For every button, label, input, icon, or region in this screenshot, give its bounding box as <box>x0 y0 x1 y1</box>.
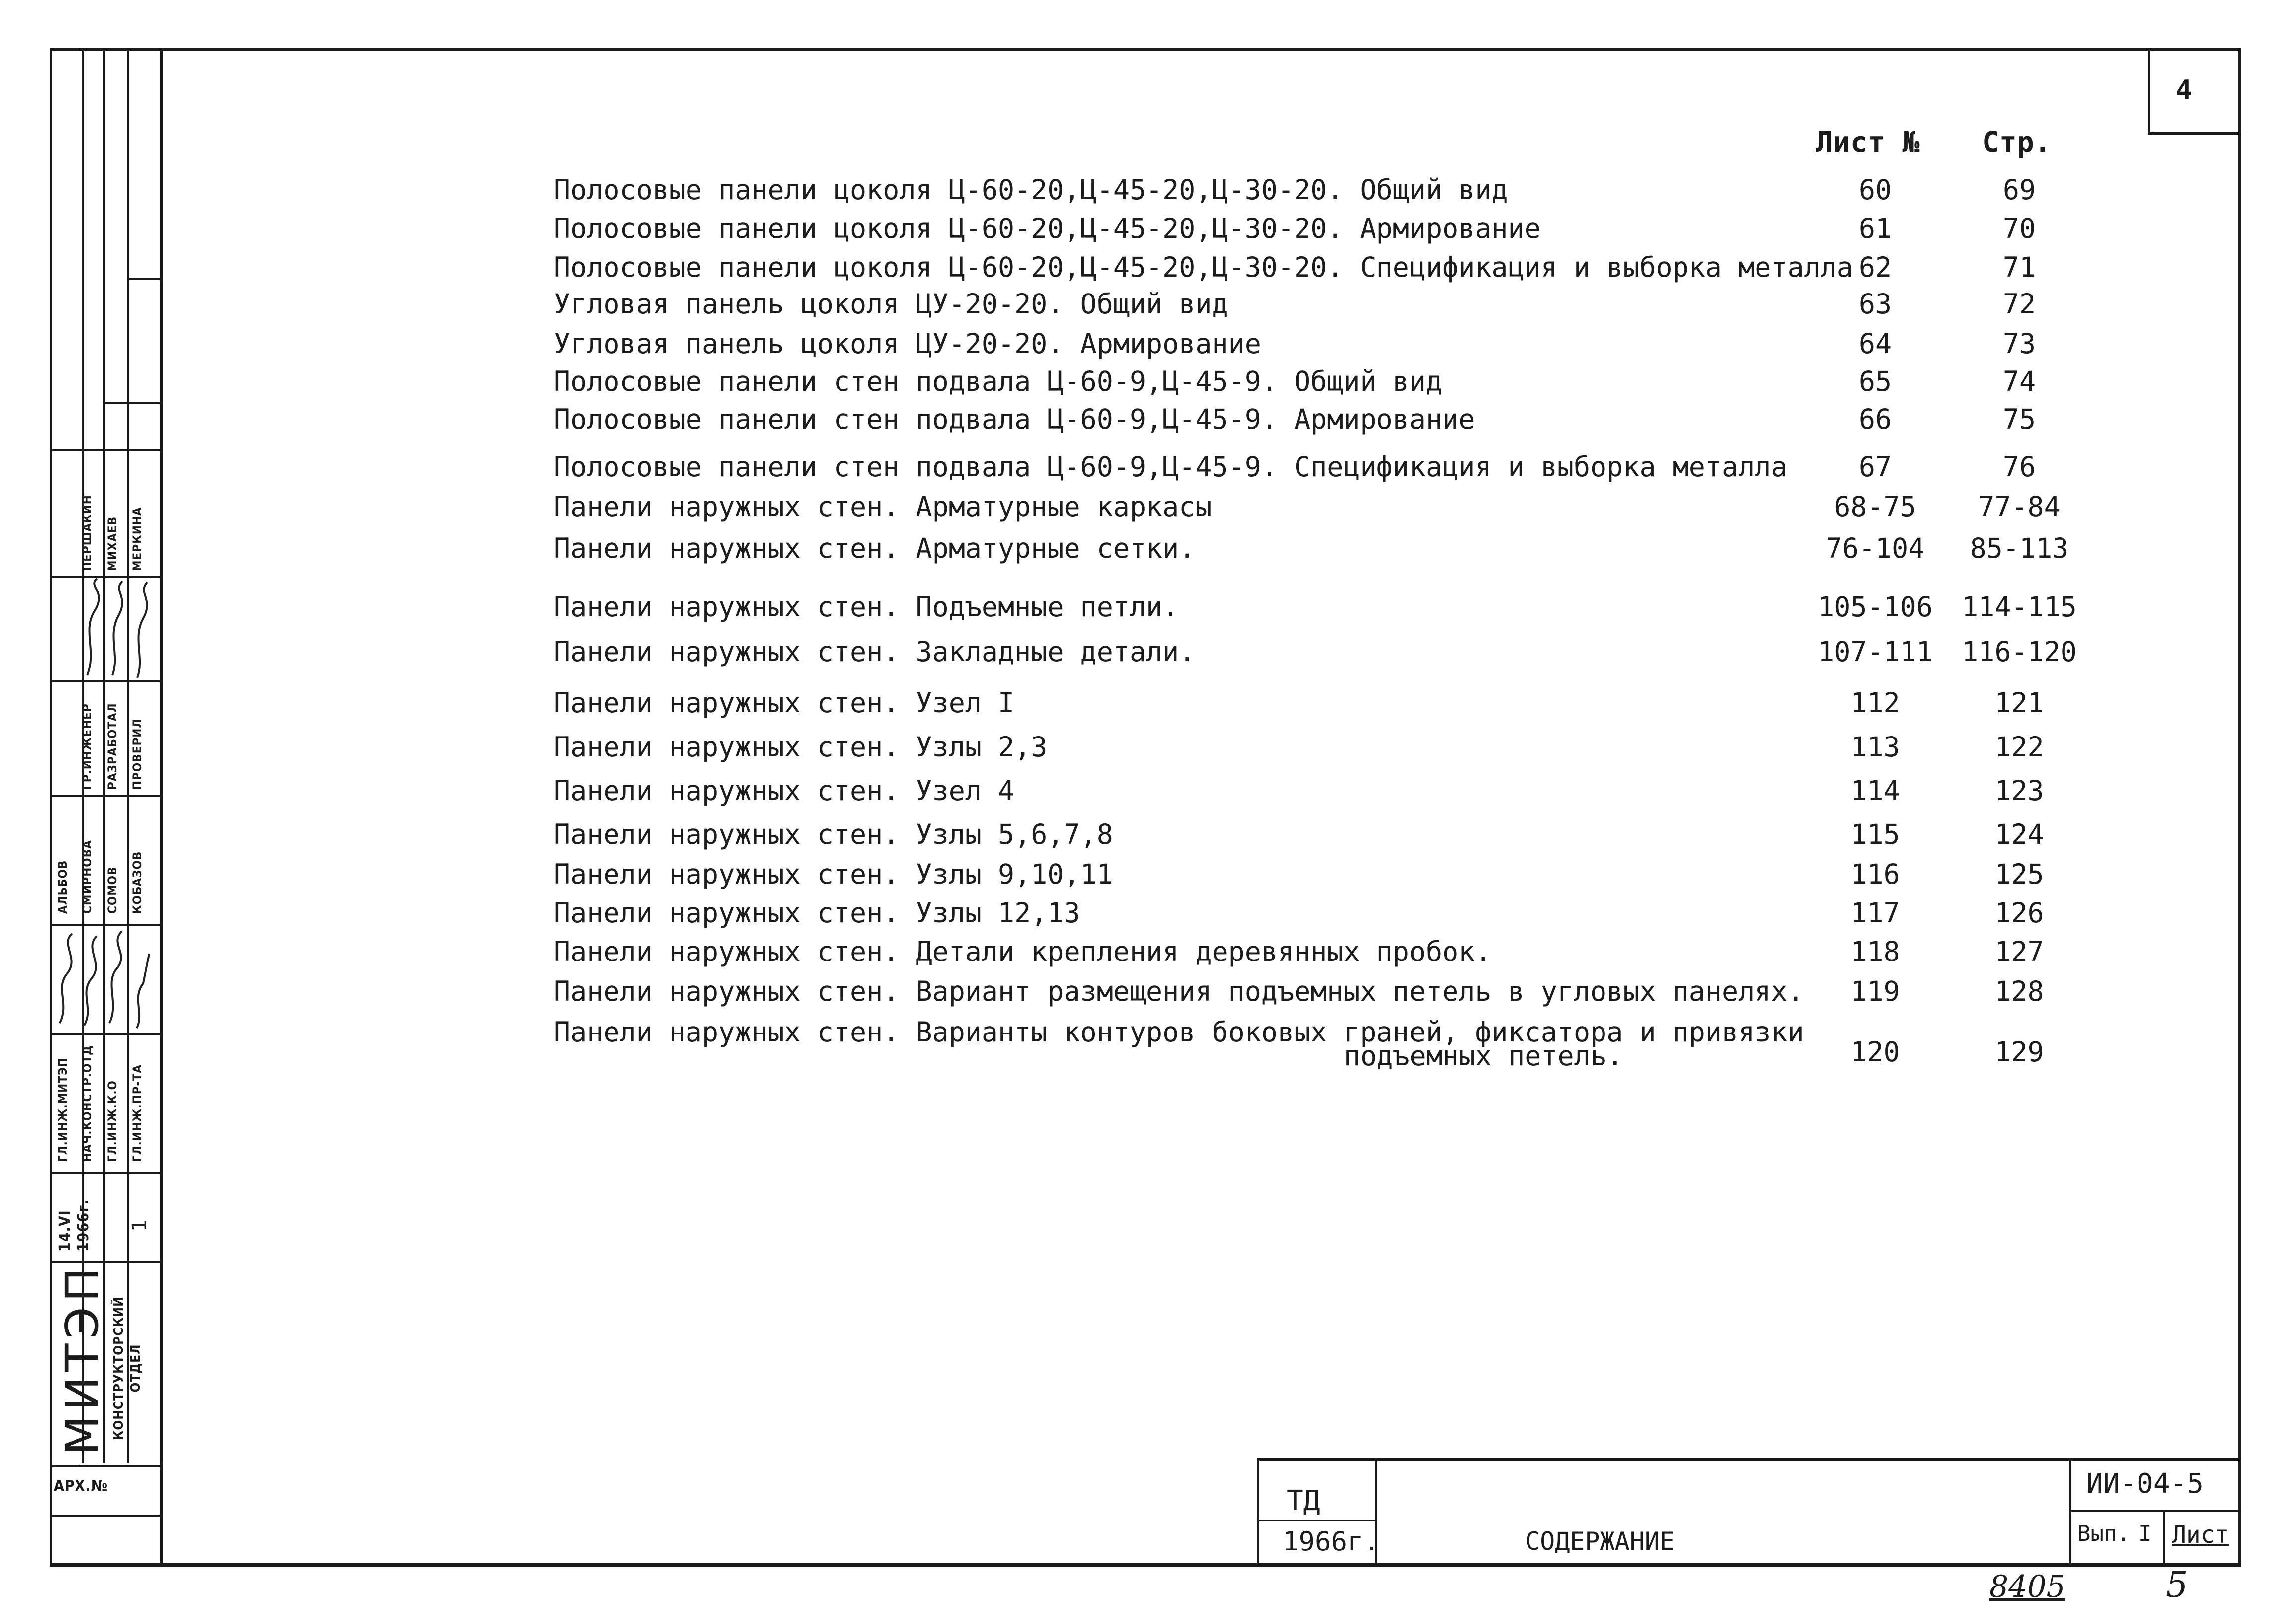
stamp-position-4: ГЛ.ИНЖ.ПР-ТА <box>130 1064 144 1162</box>
stamp-hline-6 <box>50 1033 160 1035</box>
row-page: 73 <box>2002 328 2036 360</box>
stamp-position-1: ГЛ.ИНЖ.МИТЭП <box>56 1057 70 1162</box>
row-title: Панели наружных стен. Вариант размещения подъемных петель в угловых панелях. <box>554 975 1804 1007</box>
stamp-position-2: НАЧ.КОНСТР.ОТД <box>80 1045 94 1162</box>
stamp-org: МИТЭП <box>56 1262 109 1455</box>
stamp-department: КОНСТРУКТОРСКИЙ ОТДЕЛ <box>111 1296 143 1440</box>
row-sheet: 112 <box>1850 687 1900 719</box>
row-sheet: 76-104 <box>1826 532 1925 564</box>
row-sheet: 66 <box>1858 403 1892 435</box>
row-page: 76 <box>2002 451 2036 483</box>
contents-row <box>554 775 2094 814</box>
row-sheet: 116 <box>1850 858 1900 890</box>
row-sheet: 65 <box>1858 366 1892 397</box>
contents-row <box>554 532 2094 572</box>
row-page: 71 <box>2002 251 2036 283</box>
stamp-name2-2: МИХАЕВ <box>105 516 119 571</box>
row-sheet: 118 <box>1850 936 1900 967</box>
contents-row <box>554 591 2094 631</box>
row-sheet: 67 <box>1858 451 1892 483</box>
frame-left-outer <box>50 48 52 1567</box>
contents-row <box>554 936 2094 975</box>
contents-row <box>554 491 2094 530</box>
row-page: 70 <box>2002 213 2036 244</box>
stamp-mark: 1 <box>128 1219 151 1232</box>
page-mark: 5 <box>2166 1564 2188 1605</box>
row-sheet: 63 <box>1858 288 1892 320</box>
tb-col-3 <box>2163 1510 2165 1567</box>
stamp-box-line-a <box>129 278 160 280</box>
row-page: 75 <box>2002 403 2036 435</box>
row-sheet: 115 <box>1850 818 1900 850</box>
stamp-hline-1 <box>50 449 160 451</box>
title-block-issue-label: Вып. <box>2077 1521 2130 1546</box>
tb-col-2 <box>2069 1458 2071 1567</box>
row-title: Панели наружных стен. Детали крепления деревянных пробок. <box>554 936 1492 967</box>
stamp-name-1: АЛЬБОВ <box>56 860 70 914</box>
contents-row <box>554 174 2094 214</box>
column-header-page: Стр. <box>1982 125 2052 159</box>
row-page: 129 <box>1994 1036 2044 1068</box>
row-title: Панели наружных стен. Узлы 5,6,7,8 <box>554 818 1113 850</box>
row-page: 126 <box>1994 897 2044 929</box>
contents-row <box>554 213 2094 252</box>
stamp-hline-10 <box>50 1515 160 1517</box>
tb-top <box>1257 1458 2241 1461</box>
row-title: Полосовые панели стен подвала Ц-60-9,Ц-45-9. Общий вид <box>554 366 1443 397</box>
row-title: Панели наружных стен. Узел I <box>554 687 1015 719</box>
column-header-sheet: Лист № <box>1816 125 1920 159</box>
contents-row <box>554 403 2094 443</box>
stamp-position-3: ГЛ.ИНЖ.К.О <box>105 1080 119 1162</box>
title-block-org: ТД <box>1287 1485 1320 1517</box>
title-block-sheet-label: Лист <box>2172 1521 2229 1549</box>
row-sheet: 107-111 <box>1818 636 1933 667</box>
contents-row <box>554 288 2094 328</box>
row-title: Панели наружных стен. Арматурные сетки. <box>554 532 1196 564</box>
row-title: Панели наружных стен. Подъемные петли. <box>554 591 1179 623</box>
row-page: 127 <box>1994 936 2044 967</box>
row-title: Панели наружных стен. Узлы 9,10,11 <box>554 858 1113 890</box>
stamp-name2-3: МЕРКИНА <box>130 507 144 571</box>
row-title: Панели наружных стен. Узел 4 <box>554 775 1015 807</box>
title-block-year: 1966г. <box>1283 1526 1380 1557</box>
row-sheet: 113 <box>1850 731 1900 763</box>
contents-row <box>554 328 2094 368</box>
row-page: 72 <box>2002 288 2036 320</box>
sheet-number: 4 <box>2176 74 2192 106</box>
contents-row <box>554 251 2094 291</box>
row-title: Полосовые панели цоколя Ц-60-20,Ц-45-20,Ц-30-20. Армирование <box>554 213 1541 244</box>
row-title: Полосовые панели цоколя Ц-60-20,Ц-45-20,Ц-30-20. Общий вид <box>554 174 1508 206</box>
stamp-hline-3 <box>50 680 160 682</box>
stamp-name-4: КОБАЗОВ <box>130 851 144 914</box>
row-page: 74 <box>2002 366 2036 397</box>
row-page: 128 <box>1994 975 2044 1007</box>
frame-top <box>50 48 2241 51</box>
contents-row <box>554 897 2094 937</box>
stamp-box-line-b <box>105 402 160 404</box>
row-page: 125 <box>1994 858 2044 890</box>
row-title: Панели наружных стен. Закладные детали. <box>554 636 1196 667</box>
row-page: 85-113 <box>1970 532 2069 564</box>
stamp-role-1: ГР.ИНЖЕНЕР <box>80 703 94 790</box>
sheet-box-left <box>2148 48 2150 135</box>
row-sheet: 68-75 <box>1834 491 1916 522</box>
tb-mid-line-left <box>1259 1520 1375 1521</box>
row-page: 122 <box>1994 731 2044 763</box>
row-title: Панели наружных стен. Варианты контуров боковых граней, фиксатора и привязки <box>554 1016 1804 1048</box>
title-block-code: ИИ-04-5 <box>2086 1468 2204 1500</box>
row-sheet: 105-106 <box>1818 591 1933 623</box>
row-page: 77-84 <box>1978 491 2061 522</box>
stamp-hline-4 <box>50 795 160 797</box>
row-sheet: 64 <box>1858 328 1892 360</box>
row-page: 121 <box>1994 687 2044 719</box>
stamp-col-line-3 <box>127 48 129 1463</box>
contents-row <box>554 451 2094 491</box>
row-title: Угловая панель цоколя ЦУ-20-20. Общий вид <box>554 288 1228 320</box>
inventory-number: 8405 <box>1989 1569 2065 1604</box>
title-block-title: СОДЕРЖАНИЕ <box>1525 1527 1675 1555</box>
row-title-continuation: подъемных петель. <box>1344 1040 1623 1072</box>
frame-right <box>2238 48 2241 1567</box>
title-block-issue: I <box>2139 1521 2152 1546</box>
signature-scribbles-lower <box>50 924 160 1033</box>
stamp-hline-9 <box>50 1465 160 1467</box>
row-sheet: 61 <box>1858 213 1892 244</box>
row-title: Панели наружных стен. Узлы 2,3 <box>554 731 1048 763</box>
contents-row <box>554 731 2094 771</box>
signature-scribbles-upper <box>82 576 160 680</box>
contents-row <box>554 858 2094 898</box>
contents-row <box>554 687 2094 727</box>
row-page: 124 <box>1994 818 2044 850</box>
contents-row <box>554 975 2094 1015</box>
contents-row <box>554 1016 2094 1081</box>
tb-left <box>1257 1458 1259 1567</box>
row-page: 114-115 <box>1962 591 2077 623</box>
stamp-role-2: РАЗРАБОТАЛ <box>105 703 119 790</box>
stamp-name-3: СОМОВ <box>105 866 119 914</box>
row-sheet: 114 <box>1850 775 1900 807</box>
stamp-name2-1: ПЕРШАКИН <box>80 495 94 571</box>
stamp-role-3: ПРОВЕРИЛ <box>130 718 144 790</box>
stamp-name-2: СМИРНОВА <box>80 840 94 914</box>
row-sheet: 119 <box>1850 975 1900 1007</box>
row-title: Полосовые панели стен подвала Ц-60-9,Ц-45-9. Спецификация и выборка металла <box>554 451 1788 483</box>
contents-row <box>554 636 2094 675</box>
row-title: Панели наружных стен. Узлы 12,13 <box>554 897 1080 929</box>
row-title: Панели наружных стен. Арматурные каркасы <box>554 491 1212 522</box>
row-title: Угловая панель цоколя ЦУ-20-20. Армирование <box>554 328 1261 360</box>
sheet-box-bottom <box>2148 132 2241 135</box>
frame-left-inner <box>160 48 163 1567</box>
row-sheet: 120 <box>1850 1036 1900 1068</box>
row-sheet: 60 <box>1858 174 1892 206</box>
contents-row <box>554 366 2094 405</box>
stamp-archive: АРХ.№ <box>54 1477 108 1495</box>
row-title: Полосовые панели стен подвала Ц-60-9,Ц-45-9. Армирование <box>554 403 1475 435</box>
tb-mid-line <box>2069 1510 2241 1512</box>
row-title: Полосовые панели цоколя Ц-60-20,Ц-45-20,Ц-30-20. Спецификация и выборка металла <box>554 251 1853 283</box>
row-sheet: 62 <box>1858 251 1892 283</box>
row-page: 69 <box>2002 174 2036 206</box>
row-sheet: 117 <box>1850 897 1900 929</box>
stamp-date: 14.VI 1966г. <box>56 1199 92 1252</box>
row-page: 116-120 <box>1962 636 2077 667</box>
frame-bottom <box>50 1563 2241 1567</box>
row-page: 123 <box>1994 775 2044 807</box>
contents-row <box>554 818 2094 858</box>
